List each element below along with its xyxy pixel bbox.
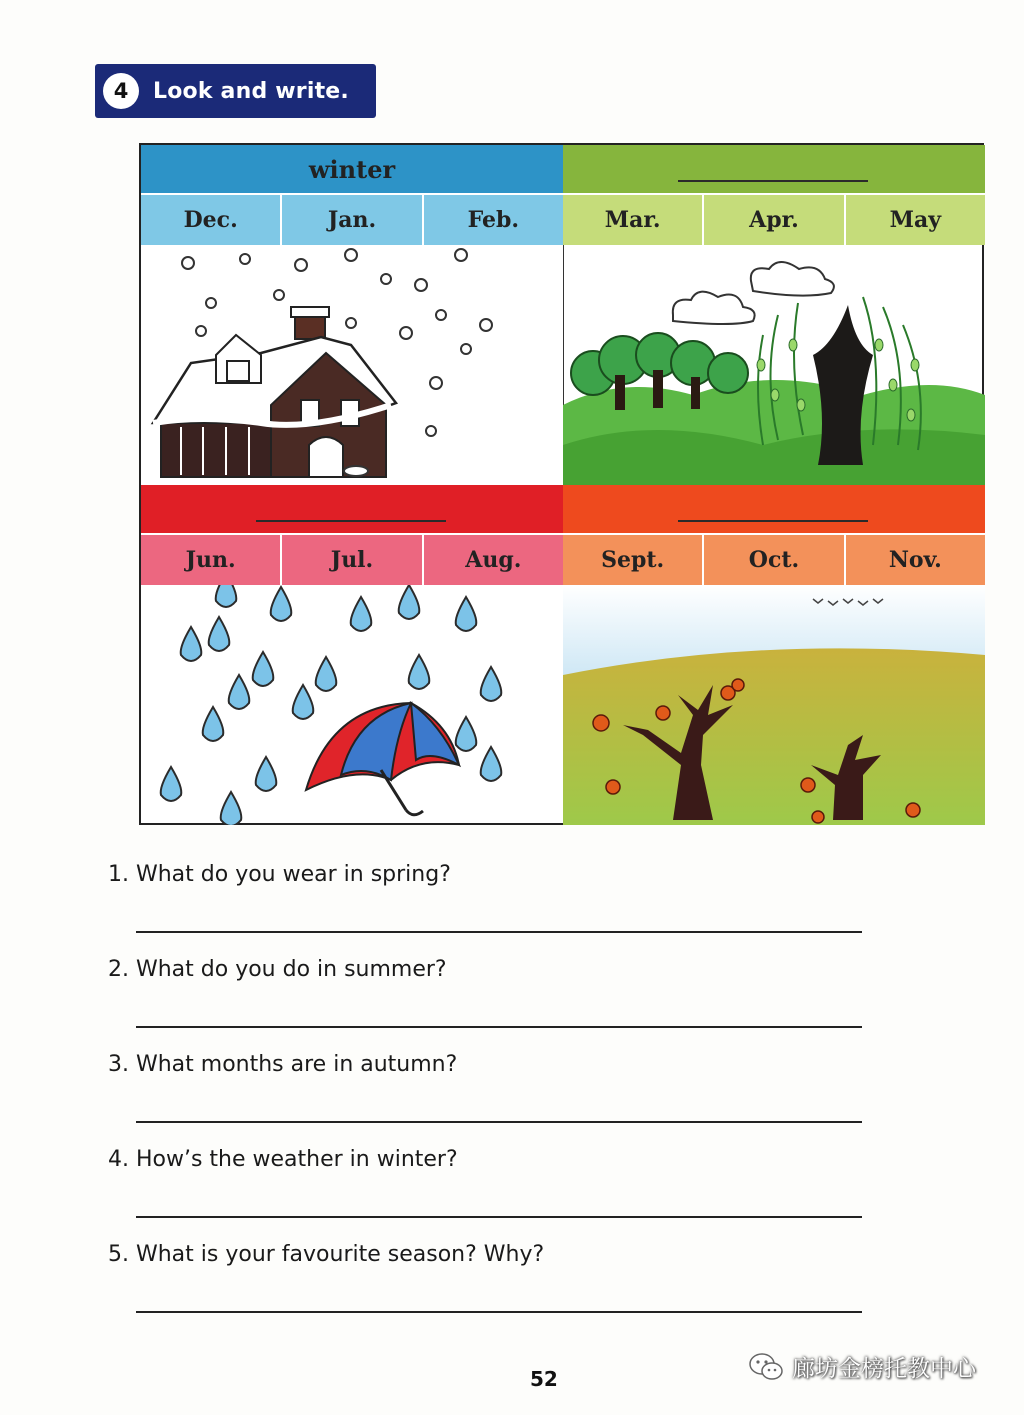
answer-line[interactable] <box>136 1311 862 1313</box>
season-name-bar <box>563 485 985 535</box>
question-text: 2. What do you do in summer? <box>108 957 447 982</box>
season-panel-autumn <box>563 485 985 825</box>
wechat-logo-icon <box>748 1351 784 1383</box>
season-panel-spring <box>563 145 985 485</box>
season-answer-blank[interactable] <box>256 520 446 522</box>
month-label: Feb. <box>467 207 520 233</box>
season-answer-blank[interactable] <box>678 180 868 182</box>
season-name: winter <box>308 154 396 184</box>
page-number: 52 <box>530 1367 558 1391</box>
month-label: Jun. <box>141 535 282 585</box>
snowy-house-illustration <box>141 245 563 485</box>
months-row <box>141 195 563 245</box>
season-panel-summer <box>141 485 564 825</box>
month-label: Sept. <box>563 535 704 585</box>
month-label: Jul. <box>282 535 423 585</box>
month-label: Mar. <box>563 195 704 245</box>
month-label: Apr. <box>704 195 845 245</box>
month-label: Aug. <box>465 547 522 573</box>
watermark-text: 廊坊金榜托教中心 <box>792 1356 976 1382</box>
season-name-bar <box>563 145 985 195</box>
season-grid <box>139 143 984 825</box>
watermark <box>748 1350 976 1383</box>
exercise-number: 4 <box>103 73 139 109</box>
answer-line[interactable] <box>136 1121 862 1123</box>
month-label: Dec. <box>141 195 282 245</box>
spring-trees-illustration <box>563 245 985 485</box>
season-name-bar <box>141 145 563 195</box>
month-label: Nov. <box>888 547 942 573</box>
month-label: Jan. <box>282 195 423 245</box>
answer-line[interactable] <box>136 931 862 933</box>
season-name-bar <box>141 485 563 535</box>
autumn-trees-illustration <box>563 585 985 825</box>
exercise-header <box>95 64 376 118</box>
question-text: 4. How’s the weather in winter? <box>108 1147 458 1172</box>
months-row <box>563 195 985 245</box>
answer-line[interactable] <box>136 1216 862 1218</box>
rain-umbrella-illustration <box>141 585 563 825</box>
question-text: 5. What is your favourite season? Why? <box>108 1242 545 1267</box>
question-text: 3. What months are in autumn? <box>108 1052 458 1077</box>
question-text: 1. What do you wear in spring? <box>108 862 451 887</box>
month-label: May <box>889 207 942 233</box>
answer-line[interactable] <box>136 1026 862 1028</box>
month-label: Oct. <box>704 535 845 585</box>
months-row <box>563 535 985 585</box>
exercise-title: Look and write. <box>153 78 349 104</box>
months-row <box>141 535 563 585</box>
season-panel-winter <box>141 145 564 485</box>
season-answer-blank[interactable] <box>678 520 868 522</box>
